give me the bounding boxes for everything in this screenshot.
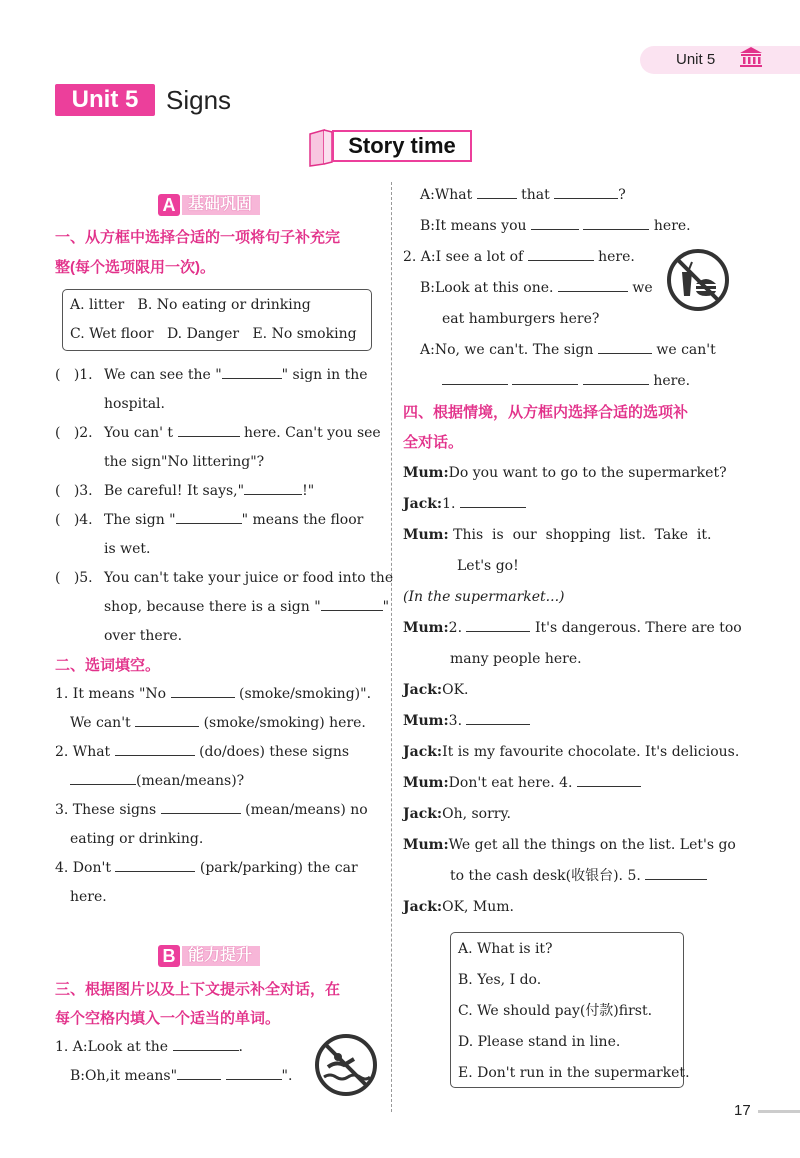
- unit-badge: Unit 5: [55, 84, 155, 116]
- q2-line7: 4. Don't (park/parking) the car: [55, 854, 358, 883]
- q4-dialog-line: Jack:OK, Mum.: [403, 899, 515, 915]
- answer-blank[interactable]: [583, 370, 649, 385]
- q1-heading-line2: 整(每个选项限用一次)。: [55, 259, 215, 276]
- q3-dialog-line6: B:Look at this one. we: [420, 274, 653, 303]
- q1-item1-line2: hospital.: [104, 396, 165, 412]
- answer-blank[interactable]: [583, 215, 649, 230]
- answer-blank[interactable]: [115, 857, 195, 872]
- q4-stage-direction: (In the supermarket...): [403, 589, 565, 605]
- q3-dialog-line1: 1. A:Look at the .: [55, 1033, 243, 1062]
- answer-blank[interactable]: [321, 596, 383, 611]
- page-number-bar: [758, 1110, 800, 1113]
- q1-item-num: ( )1.: [55, 367, 93, 383]
- q3-dialog-line2: B:Oh,it means" ".: [70, 1062, 292, 1091]
- q3-dialog-line7: eat hamburgers here?: [442, 311, 600, 327]
- answer-blank[interactable]: [477, 184, 517, 199]
- section-b-title: 能力提升: [182, 946, 260, 966]
- answer-blank[interactable]: [528, 246, 594, 261]
- q1-item4-line1: The sign " " means the floor: [104, 506, 363, 535]
- q4-dialog-cont: many people here.: [450, 651, 582, 667]
- q1-heading-line1: 一、从方框中选择合适的一项将句子补充完: [55, 229, 341, 246]
- q1-item-num: ( )3.: [55, 483, 93, 499]
- answer-blank[interactable]: [645, 865, 707, 880]
- q1-options-line1: A. litter B. No eating or drinking: [70, 297, 311, 313]
- q1-options-line2: C. Wet floor D. Danger E. No smoking: [70, 326, 357, 342]
- q1-item5-line2: shop, because there is a sign " ": [104, 593, 389, 622]
- q4-dialog-line: Jack:OK.: [403, 682, 469, 698]
- q4-dialog-line: Mum:We get all the things on the list. Let's go: [403, 837, 736, 853]
- q1-item2-line2: the sign"No littering"?: [104, 454, 265, 470]
- q2-line8: here.: [70, 889, 107, 905]
- q4-heading-line2: 全对话。: [403, 434, 464, 451]
- q2-heading: 二、选词填空。: [55, 657, 161, 674]
- q2-line6: eating or drinking.: [70, 831, 204, 847]
- header-unit-label: Unit 5: [676, 51, 716, 68]
- header-tab: [640, 46, 800, 74]
- answer-blank[interactable]: [177, 1065, 221, 1080]
- q1-item-num: ( )4.: [55, 512, 93, 528]
- no-food-sign-icon: [666, 248, 730, 312]
- q4-dialog-line: Mum:2. It's dangerous. There are too: [403, 614, 742, 643]
- q4-dialog-line: Mum:Do you want to go to the supermarket?: [403, 465, 727, 481]
- q4-dialog-line: Mum:Don't eat here. 4.: [403, 769, 641, 798]
- answer-blank[interactable]: [115, 741, 195, 756]
- answer-blank[interactable]: [466, 710, 530, 725]
- column-divider: [391, 182, 392, 1112]
- answer-blank[interactable]: [70, 770, 136, 785]
- unit-topic-title: Signs: [166, 85, 232, 115]
- q4-heading-line1: 四、根据情境，从方框内选择合适的选项补: [403, 404, 689, 421]
- q4-option: A. What is it?: [458, 941, 553, 957]
- section-a-badge: [158, 193, 260, 217]
- answer-blank[interactable]: [171, 683, 235, 698]
- q4-option: E. Don't run in the supermarket.: [458, 1065, 690, 1081]
- answer-blank[interactable]: [178, 422, 240, 437]
- q4-dialog-line: Jack:Oh, sorry.: [403, 806, 511, 822]
- q4-dialog-line: Jack:It is my favourite chocolate. It's delicious.: [403, 744, 740, 760]
- answer-blank[interactable]: [173, 1036, 239, 1051]
- section-a-letter: A: [158, 194, 180, 216]
- q4-dialog-line: Mum:3.: [403, 707, 530, 736]
- answer-blank[interactable]: [512, 370, 578, 385]
- answer-blank[interactable]: [577, 772, 641, 787]
- q1-item5-line1: You can't take your juice or food into the: [104, 570, 394, 586]
- q1-item4-line2: is wet.: [104, 541, 151, 557]
- q1-item-num: ( )2.: [55, 425, 93, 441]
- answer-blank[interactable]: [176, 509, 242, 524]
- q4-dialog-line: Mum: This is our shopping list. Take it.: [403, 527, 712, 543]
- book-icon: [306, 128, 334, 168]
- q3-dialog-line8: A:No, we can't. The sign we can't: [420, 336, 716, 365]
- answer-blank[interactable]: [226, 1065, 282, 1080]
- page-number: 17: [734, 1102, 751, 1119]
- answer-blank[interactable]: [466, 617, 530, 632]
- q4-dialog-cont: Let's go!: [457, 558, 519, 574]
- answer-blank[interactable]: [222, 364, 282, 379]
- q2-line5: 3. These signs (mean/means) no: [55, 796, 368, 825]
- section-a-title: 基础巩固: [182, 195, 260, 215]
- answer-blank[interactable]: [244, 480, 302, 495]
- answer-blank[interactable]: [135, 712, 199, 727]
- q3-dialog-line9: here.: [442, 367, 690, 396]
- no-swimming-sign-icon: [314, 1033, 378, 1097]
- q3-dialog-line3: A:What that ?: [420, 181, 626, 210]
- story-time-heading: Story time: [332, 130, 472, 162]
- q4-dialog-line: Jack:1.: [403, 490, 526, 519]
- answer-blank[interactable]: [161, 799, 241, 814]
- answer-blank[interactable]: [531, 215, 579, 230]
- q3-heading-line2: 每个空格内填入一个适当的单词。: [55, 1010, 281, 1027]
- q4-option: B. Yes, I do.: [458, 972, 542, 988]
- answer-blank[interactable]: [460, 493, 526, 508]
- answer-blank[interactable]: [442, 370, 508, 385]
- answer-blank[interactable]: [558, 277, 628, 292]
- q1-item-num: ( )5.: [55, 570, 93, 586]
- q4-dialog-cont: to the cash desk(收银台). 5.: [450, 862, 707, 891]
- q4-option: C. We should pay(付款)first.: [458, 1003, 653, 1019]
- q1-item5-line3: over there.: [104, 628, 183, 644]
- section-b-badge: [158, 944, 260, 968]
- answer-blank[interactable]: [554, 184, 618, 199]
- q3-dialog-line5: 2. A:I see a lot of here.: [403, 243, 635, 272]
- q2-line2: We can't (smoke/smoking) here.: [70, 709, 366, 738]
- section-b-letter: B: [158, 945, 180, 967]
- q1-item1-line1: We can see the " " sign in the: [104, 361, 368, 390]
- q4-option: D. Please stand in line.: [458, 1034, 621, 1050]
- answer-blank[interactable]: [598, 339, 652, 354]
- q1-item2-line1: You can' t here. Can't you see: [104, 419, 381, 448]
- q3-dialog-line4: B:It means you here.: [420, 212, 691, 241]
- building-icon: [738, 46, 764, 68]
- q1-item3-line1: Be careful! It says," !": [104, 477, 314, 506]
- q3-heading-line1: 三、根据图片以及上下文提示补全对话，在: [55, 981, 341, 998]
- q2-line3: 2. What (do/does) these signs: [55, 738, 349, 767]
- q2-line4: (mean/means)?: [70, 767, 244, 796]
- q2-line1: 1. It means "No (smoke/smoking)".: [55, 680, 371, 709]
